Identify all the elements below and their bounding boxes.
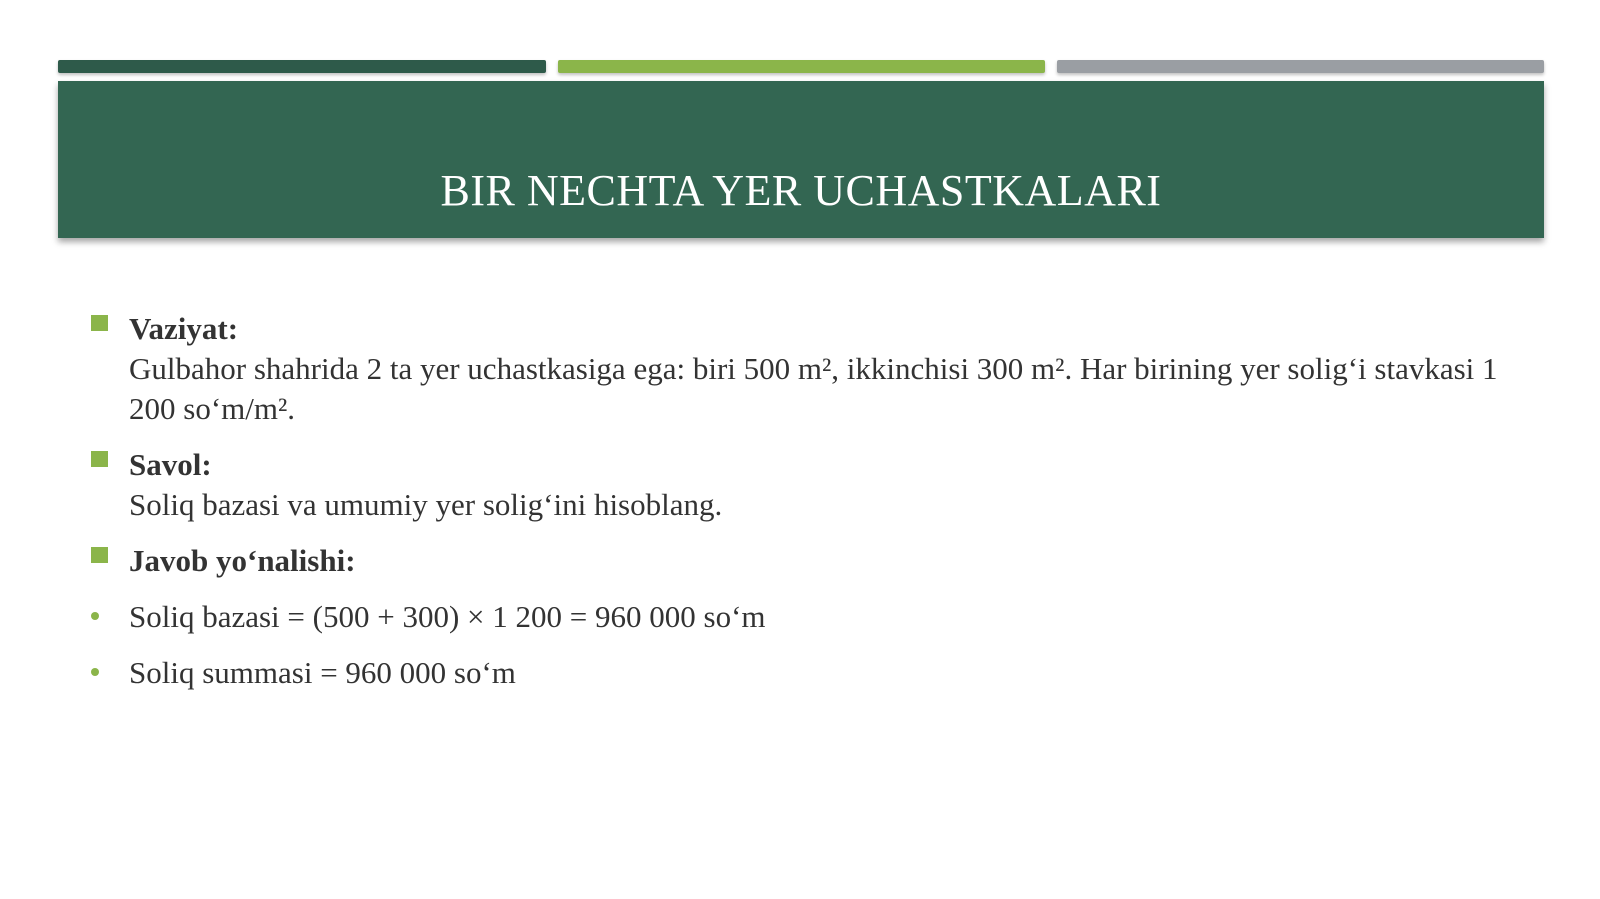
slide-title: BIR NECHTA YER UCHASTKALARI: [440, 166, 1162, 215]
bullet-item-answer: [90, 541, 1510, 581]
sub-bullet-tax-base: [90, 597, 1510, 637]
sub-bullet-tax-amount: [90, 653, 1510, 693]
bullet-heading: Vaziyat:: [129, 311, 239, 346]
square-bullet-icon: [91, 451, 108, 467]
dot-bullet-icon: [91, 612, 99, 620]
square-bullet-icon: [91, 315, 108, 331]
bullet-item-question: [90, 445, 1510, 525]
bullet-body: Gulbahor shahrida 2 ta yer uchastkasiga ega: biri 500 m², ikkinchisi 300 m². Har birining yer solig‘i stavkasi 1 200 so‘m/m².: [129, 351, 1498, 426]
sub-bullet-text: Soliq bazasi = (500 + 300) × 1 200 = 960 000 so‘m: [129, 599, 766, 634]
dot-bullet-icon: [91, 668, 99, 676]
accent-bar-gray: [1057, 60, 1544, 73]
bullet-item-situation: [90, 309, 1510, 429]
bullet-heading: Javob yo‘nalishi:: [129, 543, 356, 578]
bullet-heading: Savol:: [129, 447, 212, 482]
title-banner: [58, 81, 1544, 238]
slide-content: [90, 309, 1510, 693]
accent-bar-light-green: [558, 60, 1045, 73]
bullet-body: Soliq bazasi va umumiy yer solig‘ini hisoblang.: [129, 487, 723, 522]
sub-bullet-text: Soliq summasi = 960 000 so‘m: [129, 655, 516, 690]
square-bullet-icon: [91, 547, 108, 563]
accent-bar-dark-green: [58, 60, 546, 73]
